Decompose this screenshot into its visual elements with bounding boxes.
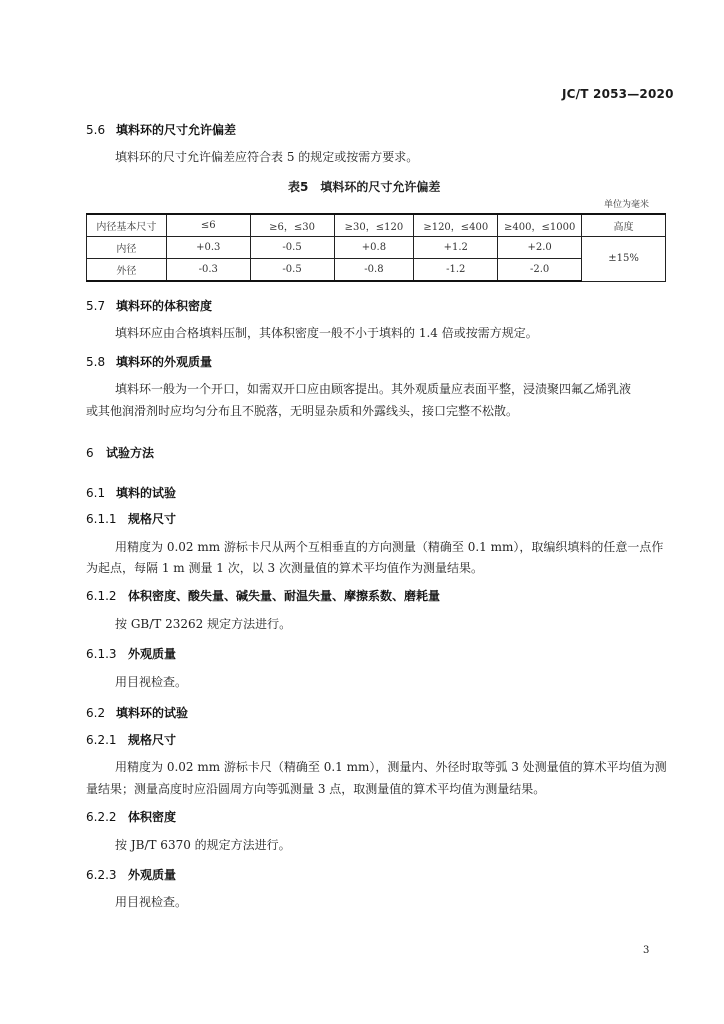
table-header-row <box>87 214 666 237</box>
heading-title: 体积密度 <box>128 810 177 824</box>
heading-6-1-1 <box>86 510 176 527</box>
table-cell: +1.2 <box>414 237 498 259</box>
heading-number: 6.1 <box>86 486 106 500</box>
paragraph-6-1-3: 用目视检查。 <box>115 675 188 689</box>
heading-5-8 <box>86 353 212 370</box>
header-cell: ≥120，≤400 <box>414 214 498 237</box>
heading-6-2-2 <box>86 808 176 825</box>
heading-5-7 <box>86 297 212 314</box>
heading-title: 试验方法 <box>106 446 155 460</box>
paragraph-6-2-1-line1: 用精度为 0.02 mm 游标卡尺（精确至 0.1 mm），测量内、外径时取等弧 3 处测量值的算术平均值为测 <box>115 760 667 774</box>
heading-6-2-1 <box>86 731 176 748</box>
heading-title: 外观质量 <box>128 868 177 882</box>
page-number: 3 <box>643 945 650 956</box>
table-cell: -0.5 <box>250 237 334 259</box>
heading-number: 6.1.1 <box>86 512 117 526</box>
table-row <box>87 259 666 282</box>
heading-number: 6.2 <box>86 706 106 720</box>
height-tolerance-cell: ±15% <box>582 237 666 282</box>
table-caption: 表5 填料环的尺寸允许偏差 <box>288 180 441 194</box>
paragraph-6-2-3: 用目视检查。 <box>115 895 188 909</box>
header-cell: ≥6，≤30 <box>250 214 334 237</box>
header-cell: ≥400，≤1000 <box>498 214 582 237</box>
table-cell: -2.0 <box>498 259 582 282</box>
heading-title: 规格尺寸 <box>128 733 177 747</box>
table-cell: -0.3 <box>166 259 250 282</box>
paragraph-6-1-1-line2: 为起点，每隔 1 m 测量 1 次，以 3 次测量值的算术平均值作为测量结果。 <box>86 561 483 575</box>
heading-number: 5.7 <box>86 299 106 313</box>
heading-title: 填料环的试验 <box>116 706 189 720</box>
paragraph-6-2-1-line2: 量结果；测量高度时应沿圆周方向等弧测量 3 点，取测量值的算术平均值为测量结果。 <box>86 782 546 796</box>
header-cell: ≤6 <box>166 214 250 237</box>
heading-5-6 <box>86 121 236 138</box>
heading-number: 6.1.3 <box>86 647 117 661</box>
heading-6 <box>86 444 154 461</box>
table-cell: +0.3 <box>166 237 250 259</box>
heading-6-2-3 <box>86 866 176 883</box>
table-row <box>87 237 666 259</box>
table-unit: 单位为毫米 <box>604 200 650 210</box>
paragraph-6-1-2: 按 GB/T 23262 规定方法进行。 <box>115 617 292 631</box>
header-cell: 内径基本尺寸 <box>87 214 167 237</box>
heading-number: 6 <box>86 446 94 460</box>
heading-title: 填料的试验 <box>116 486 177 500</box>
header-cell: ≥30，≤120 <box>334 214 414 237</box>
heading-6-1 <box>86 484 176 501</box>
heading-title: 规格尺寸 <box>128 512 177 526</box>
table-cell: -0.5 <box>250 259 334 282</box>
table-cell: +0.8 <box>334 237 414 259</box>
header-cell: 高度 <box>582 214 666 237</box>
heading-title: 填料环的体积密度 <box>116 299 213 313</box>
heading-6-2 <box>86 704 188 721</box>
heading-number: 5.8 <box>86 355 106 369</box>
heading-number: 5.6 <box>86 123 106 137</box>
standard-code-header: JC/T 2053—2020 <box>562 87 674 101</box>
heading-number: 6.2.3 <box>86 868 117 882</box>
paragraph-5-8-line2: 或其他润滑剂时应均匀分布且不脱落，无明显杂质和外露线头，接口完整不松散。 <box>86 404 519 418</box>
heading-6-1-2 <box>86 587 440 604</box>
heading-number: 6.2.2 <box>86 810 117 824</box>
row-label: 外径 <box>87 259 167 282</box>
heading-title: 外观质量 <box>128 647 177 661</box>
heading-number: 6.2.1 <box>86 733 117 747</box>
heading-title: 填料环的尺寸允许偏差 <box>116 123 237 137</box>
table-cell: -0.8 <box>334 259 414 282</box>
paragraph-5-7: 填料环应由合格填料压制，其体积密度一般不小于填料的 1.4 倍或按需方规定。 <box>115 326 538 340</box>
paragraph-6-2-2: 按 JB/T 6370 的规定方法进行。 <box>115 838 291 852</box>
paragraph-5-6: 填料环的尺寸允许偏差应符合表 5 的规定或按需方要求。 <box>115 150 419 164</box>
heading-title: 填料环的外观质量 <box>116 355 213 369</box>
table-cell: +2.0 <box>498 237 582 259</box>
row-label: 内径 <box>87 237 167 259</box>
heading-6-1-3 <box>86 645 176 662</box>
table-cell: -1.2 <box>414 259 498 282</box>
heading-title: 体积密度、酸失量、碱失量、耐温失量、摩擦系数、磨耗量 <box>128 589 441 603</box>
tolerance-table <box>86 213 666 282</box>
paragraph-5-8-line1: 填料环一般为一个开口，如需双开口应由顾客提出。其外观质量应表面平整，浸渍聚四氟乙烯乳液 <box>115 382 632 396</box>
heading-number: 6.1.2 <box>86 589 117 603</box>
paragraph-6-1-1-line1: 用精度为 0.02 mm 游标卡尺从两个互相垂直的方向测量（精确至 0.1 mm），取编织填料的任意一点作 <box>115 540 664 554</box>
